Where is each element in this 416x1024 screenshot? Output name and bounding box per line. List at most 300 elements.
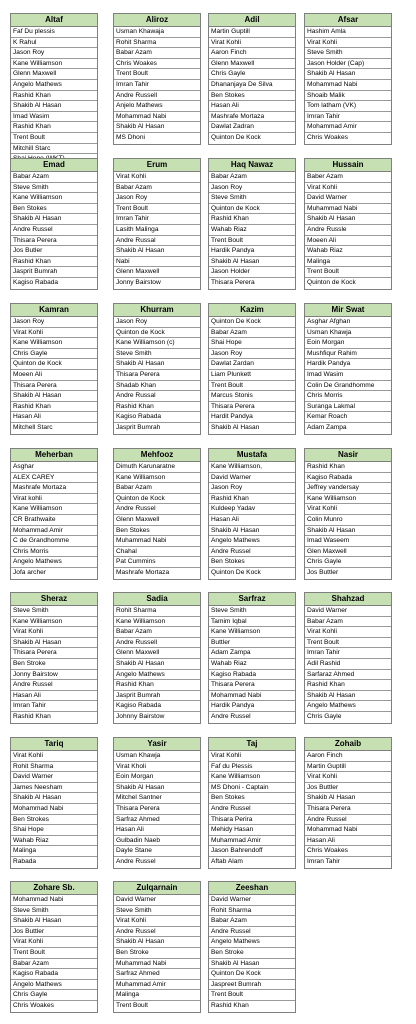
player-name: Angelo Mathews [305,701,391,712]
player-name: Mehidy Hasan [209,825,295,836]
team-name: Zohaib [305,738,391,751]
team-name: Mustafa [209,449,295,462]
player-name: Rashid Khan [305,462,391,473]
player-name: Rabada [13,857,37,865]
player-name: Imad Wasim [11,112,97,123]
player-list [209,172,295,289]
player-name: Muhammad Nabi [114,536,200,547]
player-name: Usman Khawja [305,328,391,339]
player-name: Malinga [11,846,97,857]
team-name: Emad [11,159,97,172]
player-name: Kane Williamson [11,617,97,628]
player-name: C de Grandhomme [11,536,97,547]
player-name: Dawlat Zadran [209,122,295,133]
player-name: Muhammad Nabi [305,204,391,215]
player-name: Liam Plunkett [209,370,295,381]
player-name: Kane Williamson [11,59,97,70]
player-name: Mashrafe Mortaza [11,483,97,494]
player-name: Jaspreet Bumrah [209,980,295,991]
player-list [11,895,97,1012]
player-name: Ben Strokes [11,815,97,826]
team-card [113,13,201,145]
player-name: Trent Boult [209,236,295,247]
player-name: Kane Williamson [209,627,295,638]
player-name: Rohit Sharma [11,762,97,773]
player-name: Kane Williamson (c) [114,338,200,349]
player-name: Quinton De Kock [209,969,295,980]
player-name: Rohit Sharma [209,906,295,917]
player-name: Shakib Al Hasan [209,959,295,970]
team-card [208,13,296,145]
team-card [113,158,201,290]
player-name: Imran Tahir [114,214,200,225]
player-name: Trent Boult [114,69,200,80]
player-name: Adam Zampa [209,648,295,659]
player-list [305,606,391,723]
player-list [305,27,391,144]
team-name: Altaf [11,14,97,27]
player-name: Mohammad Nabi [11,804,97,815]
player-name: Shakib Al Hasan [114,783,200,794]
player-name: Andre Russel [116,857,156,865]
player-name: Usman Khawja [114,751,200,762]
player-name: Babar Azam [209,916,295,927]
player-name: Suranga Lakmal [305,402,391,413]
team-name: Mir Swat [305,304,391,317]
player-name: Ben Stroke [114,948,200,959]
team-name: Sadia [114,593,200,606]
player-name: Wahab Riaz [305,246,391,257]
player-list [114,27,200,144]
player-name: Colin Munro [305,515,391,526]
player-name: Dhananjaya De Silva [209,80,295,91]
player-name: Glen Maxwell [305,547,391,558]
player-name: Anjelo Mathews [114,101,200,112]
player-name: Buttler [209,638,295,649]
player-name: Pat Cummins [114,557,200,568]
player-name: Shakib Al Hasan [114,122,200,133]
player-name: Tamim Iqbal [209,617,295,628]
player-name: Sarfaraz Ahmed [305,670,391,681]
player-name: David Warner [209,895,295,906]
player-name: Shakib Al Hasan [305,69,391,80]
player-name: David Warner [209,473,295,484]
player-name: Jonny Bairstow [116,278,161,286]
player-name: Glenn Maxwell [114,267,200,278]
player-list [114,172,200,289]
player-name: Trent Boult [209,990,295,1001]
player-name: Jason Roy [11,317,97,328]
player-name: Chris Morris [305,391,391,402]
player-name: Mohammad Nabi [305,825,391,836]
player-name: David Warner [11,772,97,783]
player-name: Ben Stokes [209,557,295,568]
team-card [10,448,98,580]
team-name: Zohare Sb. [11,882,97,895]
player-name: Angelo Mathews [209,937,295,948]
player-name: Chris Gayle [11,349,97,360]
player-name: Andre Russel [114,927,200,938]
team-name: Hussain [305,159,391,172]
player-name: Andre Russel [209,804,295,815]
player-name: Rashid Khan [11,257,97,268]
player-name: Glenn Maxwell [114,648,200,659]
player-name: Jos Buttler [307,568,339,576]
player-name: Faf du Plessis [209,762,295,773]
player-name: Mohammad Nabi [11,895,97,906]
player-name: Hashim Amla [305,27,391,38]
player-name: MS Dhoni - Captain [209,783,295,794]
player-name: Rashid Khan [11,122,97,133]
player-name: Tom latham (VK) [305,101,391,112]
player-name: Virat Kohli [114,916,200,927]
player-name: Chris Gayle [307,712,342,720]
player-name: Jason Roy [11,48,97,59]
player-name: Kane Williamson [11,338,97,349]
player-name: Shakib Al Hasan [11,391,97,402]
player-name: Shakib Al Hasan [114,659,200,670]
player-name: Ben Stokes [209,793,295,804]
player-name: Martin Guptill [305,762,391,773]
player-name: Trent Boult [114,204,200,215]
team-card [10,13,98,166]
player-name: Andre Russel [11,680,97,691]
player-name: Chris Gayle [209,69,295,80]
player-name: Shakib Al Hasan [114,359,200,370]
player-name: Shai Hope [11,825,97,836]
player-name: Trent Boult [116,1001,149,1009]
player-name: Andre Russel [114,504,200,515]
player-name: Shakib Al Hasan [209,257,295,268]
player-name: Mitchel Santner [114,793,200,804]
player-name: Rashid Khan [11,91,97,102]
player-name: Glenn Maxwell [11,69,97,80]
team-name: Sheraz [11,593,97,606]
player-name: Aftab Alam [211,857,243,865]
player-name: Baber Azam [305,172,391,183]
player-name: Nabi [114,257,200,268]
player-name: Malinga [305,257,391,268]
player-name: Kane Williamson, [209,462,295,473]
team-card [304,592,392,724]
player-list [305,462,391,579]
player-name: Jason Roy [114,317,200,328]
player-name: Virat Kohli [11,627,97,638]
player-name: Babar Azam [114,183,200,194]
player-name: Andre Russel [209,547,295,558]
player-name: Ben Stokes [11,204,97,215]
team-name: Yasir [114,738,200,751]
player-name: Chris Woakes [305,846,391,857]
team-card [304,158,392,290]
team-name: Nasir [305,449,391,462]
player-name: Kemar Roach [305,412,391,423]
player-name: Mashrafe Mortaza [116,568,170,576]
player-list [114,462,200,579]
player-name: Imran Tahir [305,112,391,123]
player-name: Babar Azam [305,617,391,628]
player-name: Hardik Pandya [305,359,391,370]
player-name: Shakib Al Hasan [211,423,260,431]
player-name: Babar Azam [114,483,200,494]
player-name: Marcus Stonis [209,391,295,402]
player-name: Quinton de Kock [11,359,97,370]
team-card [10,592,98,724]
player-name: CR Brathwaite [11,515,97,526]
player-name: Steve Smith [11,606,97,617]
player-name: Kagiso Rabada [114,412,200,423]
team-card [113,592,201,724]
player-name: Sarfraz Ahmed [114,969,200,980]
player-name: Asghar Afghan [305,317,391,328]
player-name: Shakib Al Hasan [11,101,97,112]
player-name: Jason Roy [209,183,295,194]
player-list [11,172,97,289]
player-name: Ben Stokes [209,91,295,102]
player-name: Trent Boult [305,267,391,278]
player-name: Virat Kohli [11,751,97,762]
player-name: Chris Woakes [307,133,348,141]
player-name: Chris Woakes [114,59,200,70]
team-name: Kamran [11,304,97,317]
team-card [113,303,201,435]
player-name: Hasan Ali [114,825,200,836]
team-name: Haq Nawaz [209,159,295,172]
player-name: Rashid Khan [211,1001,249,1009]
player-list [305,317,391,434]
player-list [209,27,295,144]
player-name: Virat Kohli [305,627,391,638]
team-name: Khurram [114,304,200,317]
team-card [208,158,296,290]
team-card [10,881,98,1013]
player-name: Virat Kohli [209,38,295,49]
player-name: Babar Azam [209,172,295,183]
player-name: Hasan Ali [209,101,295,112]
player-name: Dimuth Karunaratne [114,462,200,473]
player-name: Steve Smith [114,349,200,360]
player-name: Thisara Perera [209,680,295,691]
player-name: Chris Morris [11,547,97,558]
player-name: Chris Gayle [305,557,391,568]
player-list [11,606,97,723]
player-name: Babar Azam [209,328,295,339]
team-name: Sarfraz [209,593,295,606]
team-name: Kazim [209,304,295,317]
player-name: Babar Azam [11,959,97,970]
player-name: Wahab Riaz [11,836,97,847]
player-list [305,751,391,868]
player-name: Hasan Ali [209,515,295,526]
player-name: ALEX CAREY [11,473,97,484]
player-name: Virat Kohli [305,772,391,783]
player-name: K Rahul [11,38,97,49]
player-name: Shakib Al Hasan [11,214,97,225]
player-name: Eoin Morgan [305,338,391,349]
player-name: Glenn Maxwell [114,515,200,526]
player-name: Glenn Maxwell [209,59,295,70]
player-name: Mohammad Nabi [305,80,391,91]
player-name: Thisara Perera [11,236,97,247]
player-name: Jasprit Bumrah [11,267,97,278]
player-name: Chris Gayle [11,990,97,1001]
player-name: Rashid Khan [114,402,200,413]
player-name: Mohammad Nabi [114,112,200,123]
team-name: Tariq [11,738,97,751]
player-name: Usman Khawaja [114,27,200,38]
player-list [209,895,295,1012]
team-card [10,158,98,290]
player-name: Shakib Al Hasan [305,793,391,804]
player-name: Mitchill Starc [11,144,97,155]
player-name: Mohammad Amir [305,122,391,133]
player-name: Adam Zampa [307,423,347,431]
team-card [10,303,98,435]
player-name: Kagiso Rabada [305,473,391,484]
player-name: Babar Azam [114,627,200,638]
team-name: Shahzad [305,593,391,606]
player-name: David Warner [114,895,200,906]
team-card [10,737,98,869]
player-name: Ben Stokes [114,526,200,537]
player-name: Kuldeep Yadav [209,504,295,515]
player-name: Thisara Perera [114,804,200,815]
player-list [114,895,200,1012]
player-name: Ben Stroke [209,948,295,959]
team-card [113,881,201,1013]
player-name: Asghar [11,462,97,473]
player-name: Shakib Al Hasan [305,526,391,537]
player-name: Martin Guptill [209,27,295,38]
player-name: Shakib Al Hasan [11,916,97,927]
player-name: MS Dhoni [116,133,145,141]
player-name: Lasith Malinga [114,225,200,236]
player-name: Quinton De Kock [211,568,261,576]
player-name: Imran Tahir [11,701,97,712]
player-name: Steve Smith [209,193,295,204]
team-name: Mehfooz [114,449,200,462]
player-name: Hardik Pandya [209,246,295,257]
player-list [209,751,295,868]
player-name: Mushfiqur Rahim [305,349,391,360]
player-name: Steve Smith [114,906,200,917]
player-name: Babar Azam [11,172,97,183]
player-name: Angelo Mathews [114,670,200,681]
player-name: Dawlat Zardan [209,359,295,370]
player-name: Andre Russel [305,815,391,826]
player-name: Imran Tahir [114,80,200,91]
player-name: Thisara Perera [305,804,391,815]
player-name: Johnny Bairstow [116,712,165,720]
player-name: Kagiso Rabada [209,670,295,681]
player-name: Dayle Stane [114,846,200,857]
player-name: Virat kohli [11,494,97,505]
player-name: Imran Tahir [305,648,391,659]
player-name: Muhammad Amir [209,836,295,847]
player-name: Quinton De Kock [209,317,295,328]
team-card [113,448,201,580]
player-name: Moeen Ali [305,236,391,247]
player-name: David Warner [305,193,391,204]
player-name: Kagiso Rabada [11,969,97,980]
player-name: Virat Kohli [305,183,391,194]
player-name: Kagiso Rabada [114,701,200,712]
player-name: Babar Azam [114,48,200,59]
player-name: Trent Boult [11,948,97,959]
player-name: Jason Holder [209,267,295,278]
player-name: Kane Williamson [11,504,97,515]
player-list [11,462,97,579]
player-name: Steve Smith [305,48,391,59]
player-name: Quinton de Kock [114,494,200,505]
player-name: Jeffrey vandersay [305,483,391,494]
player-name: Aaron Finch [305,751,391,762]
player-name: Shai Hope [209,338,295,349]
team-card [304,13,392,145]
player-name: Imad Wasim [305,370,391,381]
player-name: Hasan Ali [305,836,391,847]
player-name: Jason Roy [114,193,200,204]
player-name: Jason Roy [209,483,295,494]
player-name: Trent Boult [11,133,97,144]
player-name: Kagiso Rabada [13,278,59,286]
player-list [11,317,97,434]
player-name: Andre Russell [114,638,200,649]
player-name: Angelo Mathews [11,80,97,91]
player-list [209,462,295,579]
team-name: Taj [209,738,295,751]
player-list [114,606,200,723]
team-card [208,737,296,869]
player-name: Hasan Ali [11,412,97,423]
player-name: Trent Boult [305,638,391,649]
player-name: Moeen Ali [11,370,97,381]
player-list [209,606,295,723]
player-name: Rashid Khan [209,494,295,505]
player-name: Andre Russel [11,225,97,236]
player-name: Andre Russle [305,225,391,236]
player-name: Gulbadin Naeb [114,836,200,847]
player-name: Quinton de Kock [209,204,295,215]
player-name: Hasan Ali [11,691,97,702]
player-name: Thisara Perera [209,402,295,413]
player-name: Virat Kholi [114,762,200,773]
player-name: Shakib Al Hasan [305,691,391,702]
player-name: Kane Williamson [11,193,97,204]
player-name: Muhammad Nabi [114,959,200,970]
player-name: Shakib Al Hasan [305,214,391,225]
player-name: Steve Smith [209,606,295,617]
player-name: Jasprit Bumrah [116,423,161,431]
player-name: Rohit Sharma [114,606,200,617]
player-name: Jofa archer [13,568,46,576]
player-name: Jason Roy [209,349,295,360]
player-name: Sarfraz Ahmed [114,815,200,826]
player-list [11,27,97,165]
player-name: Virat Kohli [11,328,97,339]
player-name: Shakib Al Hasan [11,638,97,649]
player-name: Ben Stroke [11,659,97,670]
player-name: Quinton de Kock [307,278,356,286]
player-list [114,751,200,868]
player-list [114,317,200,434]
player-name: Chris Woakes [13,1001,54,1009]
player-name: Quinton de Kock [114,328,200,339]
player-name: Kane Williamson [305,494,391,505]
player-name: Chahal [114,547,200,558]
player-name: Steve Smith [11,183,97,194]
player-name: Angelo Mathews [11,980,97,991]
